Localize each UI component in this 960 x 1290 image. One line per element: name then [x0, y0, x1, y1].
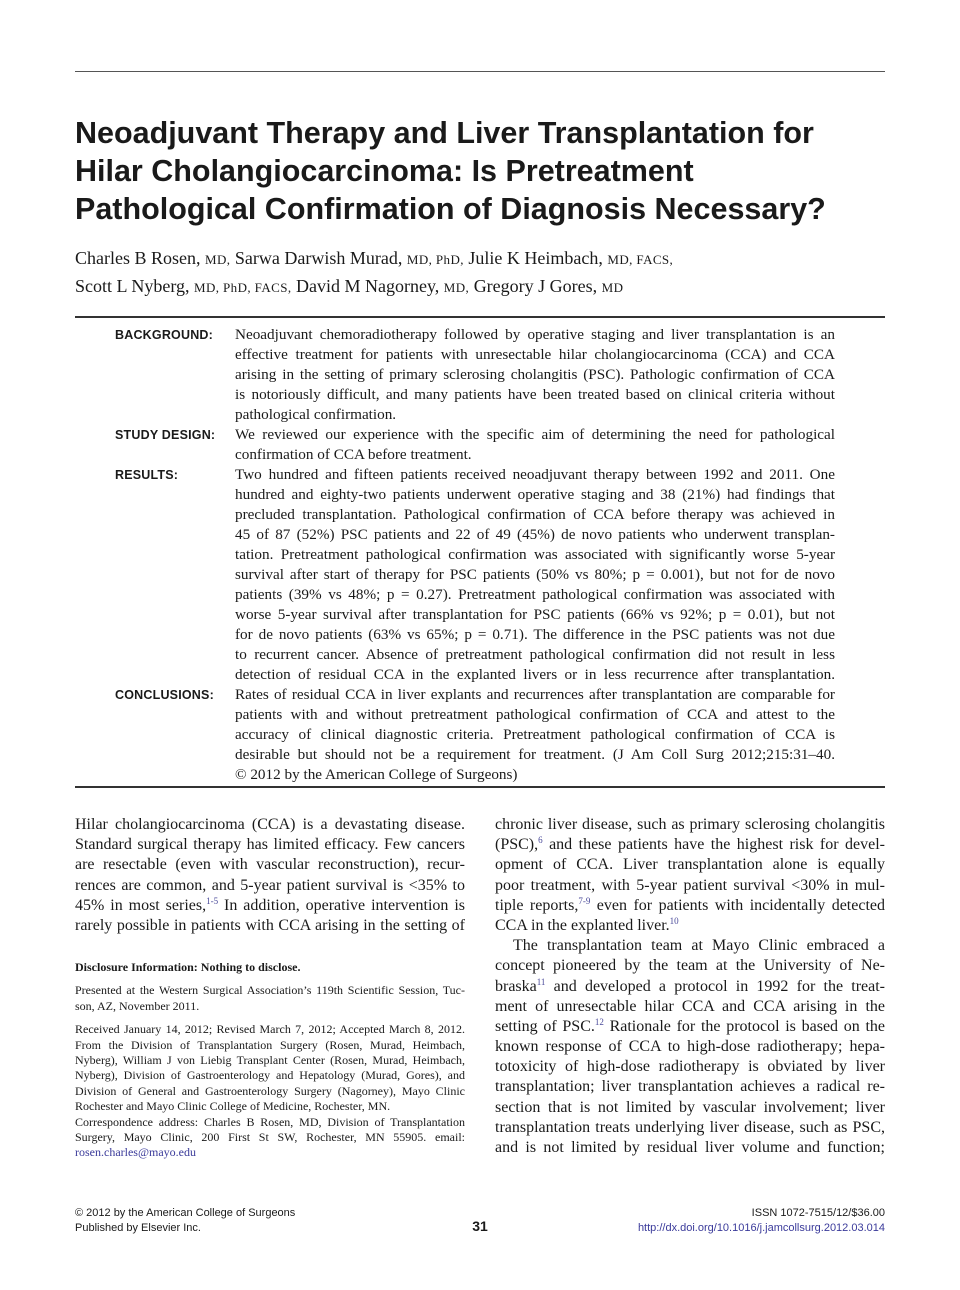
correspondence-note: Surgery, Mayo Clinic, 200 First St SW, Rochester, MN 55905. email:: [75, 1129, 465, 1144]
background-text: [235, 325, 835, 425]
body-line: chronic liver disease, such as primary sclerosing cholangitis: [495, 816, 885, 833]
body-text: setting of PSC.: [495, 1017, 595, 1035]
author-line: [75, 273, 885, 301]
body-text: even for patients with incidentally detected: [590, 896, 885, 914]
body-line: transplantation; liver transplantation achieves a radical re-: [495, 1078, 885, 1096]
abstract-line: worse 5-year survival after transplantation for PSC patients (66% vs 92%; p = 0.01), but not: [235, 606, 835, 623]
body-text: tiple reports,: [495, 896, 579, 914]
title-line: Neoadjuvant Therapy and Liver Transplantation for: [75, 116, 814, 150]
body-line: concept pioneered by the team at the University of Ne-: [495, 957, 885, 975]
author-degrees: MD,: [205, 252, 231, 267]
reference-link[interactable]: 12: [594, 1016, 604, 1027]
body-text: CCA in the explanted liver.: [495, 916, 670, 934]
body-line: are resectable (even with vascular reconstruction), recur-: [75, 856, 465, 874]
footer-publisher: Published by Elsevier Inc.: [75, 1222, 201, 1234]
author-degrees: MD, FACS,: [607, 252, 674, 267]
abstract-line: effective treatment for patients with unresectable hilar cholangiocarcinoma (CCA) and CCA: [235, 346, 835, 363]
results-label: RESULTS:: [115, 468, 179, 482]
affiliation-note: From the Division of Transplantation Surgery (Rosen, Murad, Heimbach,: [75, 1037, 465, 1052]
author-degrees: MD: [601, 280, 624, 295]
author-name: Scott L Nyberg,: [75, 276, 190, 296]
abstract: [75, 316, 885, 788]
reference-link[interactable]: 7-9: [578, 895, 591, 906]
reference-link[interactable]: 11: [536, 976, 546, 987]
abstract-line: Rates of residual CCA in liver explants and recurrences after transplantation are comparable for: [235, 686, 835, 703]
study-design-text: [235, 425, 835, 465]
body-right-column: [495, 815, 885, 1158]
abstract-line: 45 of 87 (52%) PSC patients and 22 of 49 (45%) de novo patients who underwent transplan-: [235, 526, 835, 543]
footer-copyright: © 2012 by the American College of Surgeons: [75, 1207, 296, 1219]
author-name: Gregory J Gores,: [473, 276, 598, 296]
abstract-line: desirable but should not be a requirement for treatment. (J Am Coll Surg 2012;215:31–40.: [235, 746, 835, 763]
affiliation-note: Division of General and Gastroenterology Surgery (Nagorney), Mayo Clinic: [75, 1083, 465, 1098]
body-line: known response of CCA to high-dose radiotherapy; hepa-: [495, 1038, 885, 1056]
results-text: [235, 465, 835, 685]
abstract-line: precluded transplantation. Pathological confirmation of CCA before therapy was achieved in: [235, 506, 835, 523]
reference-link[interactable]: 6: [538, 835, 543, 846]
title-line: Hilar Cholangiocarcinoma: Is Pretreatment: [75, 154, 694, 188]
affiliation-note: Received January 14, 2012; Revised March 7, 2012; Accepted March 8, 2012.: [75, 1022, 465, 1037]
body-line: totoxicity of high-dose radiotherapy is obviated by liver: [495, 1058, 885, 1076]
abstract-line: is notoriously difficult, and many patients have been treated based on clinical criteria without: [235, 386, 835, 403]
article-title: [75, 114, 885, 228]
presented-note: son, AZ, November 2011.: [75, 998, 200, 1013]
abstract-line: hundred and eighty-two patients underwent operative staging and 38 (21%) had findings that: [235, 486, 835, 503]
footer-left: [75, 1206, 295, 1236]
body-line: and is not limited by residual liver volume and function;: [495, 1139, 885, 1156]
body-line: ment of unresectable hilar CCA and CCA arising in the: [495, 997, 885, 1015]
body-line: [495, 1017, 885, 1037]
author-degrees: MD,: [443, 280, 470, 295]
body-line: transplantation treats underlying liver disease, such as PSC,: [495, 1118, 885, 1136]
top-rule: [75, 71, 885, 72]
author-name: David M Nagorney,: [295, 276, 440, 296]
reference-link[interactable]: 1-5: [206, 895, 219, 906]
body-line: [495, 977, 885, 997]
page-number: 31: [472, 1218, 488, 1234]
body-left-column: [75, 815, 465, 936]
body-line: [495, 896, 885, 916]
abstract-line: Neoadjuvant chemoradiotherapy followed by operative staging and liver transplantation is an: [235, 326, 835, 343]
affiliation-note: Nyberg), Division of Gastroenterology and Hepatology (Murad, Gores), and: [75, 1068, 465, 1083]
abstract-line: pathological confirmation.: [235, 406, 397, 423]
body-line: The transplantation team at Mayo Clinic embraced a: [513, 937, 885, 955]
body-text: braska: [495, 977, 537, 995]
footer-right: [638, 1206, 885, 1236]
body-line: [495, 916, 885, 936]
abstract-line: tation. Pretreatment pathological confirmation was associated with significantly worse 5-year: [235, 546, 835, 563]
conclusions-text: [235, 685, 835, 785]
body-line: section that is not limited by vascular involvement; liver: [495, 1098, 885, 1116]
abstract-line: patients (39% vs 48%; p = 0.27). Pretreatment pathological confirmation was associated with: [235, 586, 835, 603]
author-name: Charles B Rosen,: [75, 248, 201, 268]
disclosure-note: Disclosure Information: Nothing to disclose.: [75, 960, 301, 974]
body-line: Hilar cholangiocarcinoma (CCA) is a devastating disease.: [75, 816, 465, 833]
abstract-line: Two hundred and fifteen patients received neoadjuvant therapy between 1992 and 2011. One: [235, 466, 835, 483]
abstract-line: to recurrent cancer. Absence of pretreatment pathological confirmation did not result in less: [235, 646, 835, 663]
body-text: and these patients have the highest risk for devel-: [542, 836, 885, 854]
abstract-line: accuracy of clinical diagnostic criteria. Pretreatment pathological confirmation of CCA is: [235, 726, 835, 743]
body-line: rarely possible in patients with CCA arising in the setting of: [75, 916, 465, 934]
author-line: [75, 245, 885, 273]
author-degrees: MD, PhD, FACS,: [194, 280, 292, 295]
presented-note: Presented at the Western Surgical Association’s 119th Scientific Session, Tuc-: [75, 983, 465, 998]
email-line: [75, 1145, 465, 1160]
conclusions-label: CONCLUSIONS:: [115, 688, 214, 702]
body-line: [75, 896, 465, 916]
abstract-line: for de novo patients (63% vs 65%; p = 0.71). The difference in the PSC patients was not due: [235, 626, 835, 643]
abstract-line: patients with and without pretreatment pathological confirmation of CCA and attest to the: [235, 706, 835, 723]
study-design-label: STUDY DESIGN:: [115, 428, 216, 442]
doi-link[interactable]: http://dx.doi.org/10.1016/j.jamcollsurg.2012.03.014: [637, 1222, 885, 1234]
footnotes: [75, 960, 465, 1161]
body-line: [495, 835, 885, 855]
abstract-line: arising in the setting of primary sclerosing cholangitis (PSC). Pathologic confirmation of CCA: [235, 366, 835, 383]
body-line: Standard surgical therapy has limited efficacy. Few cancers: [75, 836, 465, 854]
body-line: opment of CCA. Liver transplantation alone is equally: [495, 856, 885, 874]
affiliation-note: Nyberg), William J von Liebig Transplant Center (Rosen, Murad, Heimbach,: [75, 1052, 465, 1067]
abstract-line: © 2012 by the American College of Surgeons): [235, 766, 518, 783]
body-line: rences are common, and 5-year patient survival is <35% to: [75, 876, 465, 894]
body-text: Rationale for the protocol is based on the: [603, 1017, 885, 1035]
body-text: and developed a protocol in 1992 for the treat-: [545, 977, 885, 995]
footer-issn: ISSN 1072-7515/12/$36.00: [751, 1207, 885, 1219]
author-list: [75, 245, 885, 301]
body-line: poor treatment, with 5-year patient survival <30% in mul-: [495, 876, 885, 894]
abstract-line: detection of residual CCA in the explanted livers or in less recurrence after transplantation.: [235, 666, 835, 683]
email-link[interactable]: rosen.charles@mayo.edu: [75, 1145, 197, 1160]
correspondence-note: Correspondence address: Charles B Rosen, MD, Division of Transplantation: [75, 1114, 465, 1129]
reference-link[interactable]: 10: [669, 915, 679, 926]
title-line: Pathological Confirmation of Diagnosis Necessary?: [75, 192, 826, 226]
author-name: Sarwa Darwish Murad,: [234, 248, 403, 268]
body-text: (PSC),: [495, 836, 539, 854]
author-name: Julie K Heimbach,: [468, 248, 603, 268]
affiliation-note: Rochester and Mayo Clinic College of Medicine, Rochester, MN.: [75, 1099, 391, 1114]
body-text: 45% in most series,: [75, 896, 207, 914]
body-text: In addition, operative intervention is: [218, 896, 465, 914]
abstract-line: survival after start of therapy for PSC patients (50% vs 80%; p = 0.001), but not for de novo: [235, 566, 835, 583]
background-label: BACKGROUND:: [115, 328, 214, 342]
author-degrees: MD, PhD,: [406, 252, 464, 267]
abstract-line: We reviewed our experience with the specific aim of determining the need for pathological: [235, 426, 835, 443]
abstract-line: confirmation of CCA before treatment.: [235, 446, 472, 463]
